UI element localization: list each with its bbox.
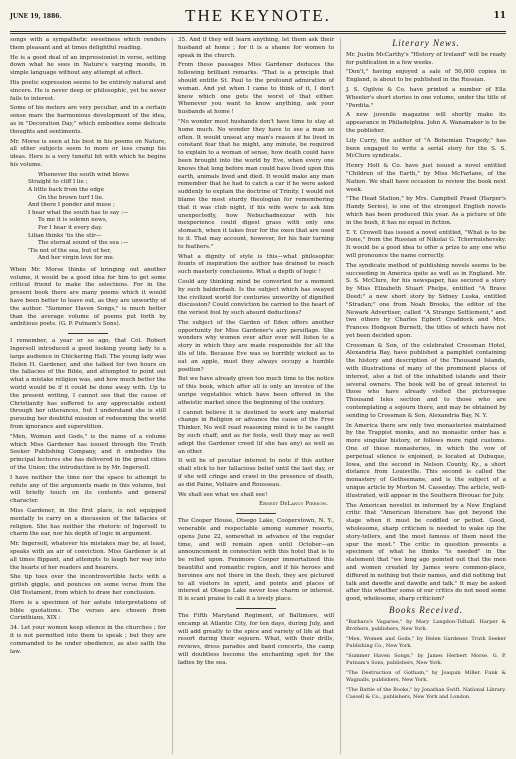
header-rule: [10, 33, 506, 34]
news-item: In America there are only two monasteries maintained by the Trappist monks, and no monastic order has a more singular history, or follows more rigid customs. One of these monasteries, in which the vow of perpetual silence is enjoined, is located at Dubuque, Iowa, and the second in Nelson County, Ky., a short distance from Louisville. This second is called the monastery of Gethsemane, and is the subject of a unique article by Morton M. Casseday. The article, well-illustrated, will appear in the Southern Bivouac for July.: [346, 422, 506, 499]
section-divider: [236, 513, 276, 514]
paragraph: We shall see what we shall see!: [178, 491, 268, 498]
book-entry: "The Battle of the Books," by Jonathan Swift. National Library. Cassell & Co., publishers, New York and London.: [346, 686, 506, 700]
paragraph: I remember, a year or so ago, that Col. Robert Ingersoll introduced a good looking young lady to a large audience in Chickering Hall. The young lady was Helen H. Gardener, and she talked for two hours on the fallacies of the Bible, and attempted to point out what a mistake religion was, and how much better the world would be if it could be done away with. Up to the present writing, I cannot see that the cause of Christianity has suffered to any appreciable extent through her utterances, but I understand she is still pursuing her doubtful mission of redeeming the world from ignorance and superstition.: [10, 338, 166, 431]
poem-line: On the brown turf I lie.: [38, 194, 104, 201]
section-divider: [68, 333, 108, 334]
paragraph: 34. Let your women keep silence in the churches ; for it is not permitted into them to speak ; but they are commanded to be under obedience, as also saith the law.: [10, 625, 166, 655]
paragraph: Mr. Ingersoll, whatever his mistakes may be, at least, speaks with an air of conviction. Miss Gardener is at all times flippant, and attempts to laugh her way into the hearts of her readers and hearers.: [10, 541, 166, 571]
books-received-heading: Books Received.: [389, 604, 463, 615]
poem-line: I hear what the south has to say :—: [28, 209, 129, 216]
news-item: Crossman & Son, of the celebrated Crossman Hotel, Alexandria Bay, have published a pamphlet containing the history and description of the Thousand Islands, with illustrations of many of the prominent places of interest, also a list of the inhabited islands and their several owners. The book will be of great interest to those who have already visited the picturesque Thousand Isles section and to those who are contemplating a sojourn there, and may be obtained by sending to Crossman & Son, Alexandria Bay, N. Y.: [346, 342, 506, 419]
news-item: A new juvenile magazine will shortly make its appearance in Philadelphia. John A. Wanamaker is to be the publisher.: [346, 112, 506, 134]
news-item: Mr. Justin McCarthy's "History of Ireland" will be ready for publication in a few weeks.: [346, 51, 506, 66]
page-number: 11: [493, 11, 506, 21]
news-item: Henry Holt & Co. have just issued a novel entitled "Children of the Earth," by Miss McFarlane, of the Nation. We shall have occasion to review the book next week.: [346, 163, 506, 193]
paragraph: I have neither the time nor the space to attempt to refute any of the arguments made in this volume, but will briefly touch on its contents and general character.: [10, 474, 166, 505]
poem-line: Lilian thinks 'tis the stir—: [28, 232, 102, 239]
news-item: The syndicate method of publishing novels seems to be succeeding in America quite as well as in England. Mr. S. S. McClure, for his newspaper, has secured a story by Miss Elizabeth Stuart Phelps, entitled "A Brave Deed;" a new short story by Sidney Luska, entitled "Stradan;" one from Noah Brooks, the editor of the Newark Advertiser, called "A Strange Settlement," and two others by Charles Egbert Craddock and Mrs. Frances Hodgson Burnett, the titles of which have not yet been decided upon.: [346, 262, 506, 339]
news-item: J. S. Ogilvie & Co. have printed a number of Ella Wheeler's short stories in one volume, under the title of "Perdita.": [346, 86, 506, 109]
paragraph: I cannot believe it is destined to work any material change in Religion or advance the cause of the Free Thinker. No well read reasoning mind is to be caught by such chaff, and as for fools, well they may as well adopt the Gardener creed (if she has any) as well as an other.: [178, 409, 334, 455]
poem-line: The eternal sound of the sea :—: [38, 240, 129, 247]
paragraph: From these passages Miss Gardener deduces the following brilliant remarks. "That is a principle that should entitle St. Paul to the profound admiration of woman. And yet when I came to think of it, I don't know which one gets the worst of that either. Whenever you want to know anything, ask your husbands at home !: [178, 62, 334, 116]
issue-date: JUNE 19, 1886.: [10, 13, 62, 20]
poem-line: To me it is solemn news,: [38, 217, 108, 224]
paragraph: songs with a sympathetic sweetness which renders them pleasant and at times delightful reading.: [10, 37, 166, 51]
news-item: T. Y. Crowell has issued a novel entitled, "What is to be Done," from the Russian of Nikolai G. Tchernuishevsky. It would be a good idea to offer a prize to any one who will pronounce the name correctly.: [346, 229, 506, 259]
poem: [28, 172, 166, 263]
paragraph: Miss Gardener, in the first place, is not equipped mentally to carry on a discussion of the fallacies of religion. She has neither the rhetoric of Ingersoll to charm the ear, nor his depth of logic in argument.: [10, 507, 166, 538]
column-1: [10, 37, 166, 658]
column-2: [178, 37, 334, 670]
paragraph: What a dignity of style is this—what philosophic founts of inspiration the author has drained to reach such masterly conclusions. What a depth of logic !: [178, 253, 334, 276]
book-entry: "Barbara's Vagaries," by Mary Langdon-Tidball. Harper & Brothers, publishers, New York.: [346, 618, 506, 632]
paragraph: "No wonder most husbands don't have time to stay at home much. No wonder they have to see a man so often. It would unseat any man's reason if he lived in constant fear that he might, any minute, be required to explain to a woman of sense, how death could have been brought into the world by Eve, when every one knows that long before man could have lived upon this earth, animals lived and died. It would make any man remember that he had to catch a car if he were asked suddenly to explain the doctrine of Trinity. I would not blame the most sturdy theologian for remembering that it was club night, if his wife were to ask him unexpectedly, how Nebuchadnezzar with his inexperience could digest grass with only one stomach, when it takes four for the oxen that are used to it. That may account, however, for his hair turning to feathers.": [178, 118, 334, 250]
paragraph: It will be of peculiar interest to note if this author shall stick to her fallacious belief until the last day, or if she will cringe and crawl in the presence of death, as did Paine, Voltaire and Rousseau.: [178, 458, 334, 488]
paragraph: His poetic expression seems to be entirely natural and sincere. He is never deep or philosophic, yet he never fails to interest.: [10, 79, 166, 102]
paragraph: Here is a specimen of her astute interpretations of bible quotations. The verses are chosen from Corinthians, XIX :: [10, 599, 166, 622]
paragraph: Could any thinking mind be converted for a moment by such balderdash. Is the subject which has swayed the civilized world for centuries unworthy of dignified discussion? Could conviction be carried to the heart of the veriest fool by such absurd deductions?: [178, 278, 334, 317]
poem-line: Whenever the south wind blows: [38, 171, 129, 178]
masthead-title: THE KEYNOTE.: [185, 6, 331, 25]
news-item: "Don't," having enjoyed a sale of 50,000 copies in England, is about to be published in the Russian.: [346, 69, 506, 84]
page-header: [10, 5, 506, 32]
poem-line: 'Tis not of the sea, but of her,: [28, 247, 112, 254]
paragraph: But we have already given too much time to the notice of this book, which after all is only an invoice of the unripe vegetables which have been offered in the atheistic market since the beginning of the century.: [178, 376, 334, 406]
poem-line: And there I ponder and muse ;: [28, 202, 115, 209]
poem-line: For I hear it every day.: [38, 224, 103, 231]
column-divider: [340, 38, 341, 754]
paragraph: Some of his meters are very peculiar, and in a certain sense mars the harmonious development of the idea, as in "Decoration Day," which embodies some delicate thoughts and sentiments.: [10, 105, 166, 135]
author-signature: Ernest DeLancy Pierson.: [258, 501, 328, 508]
column-3: [346, 37, 506, 704]
poem-line: And her virgin love for me.: [38, 255, 115, 262]
book-entry: "Summer Haven Songs," by James Herbert Morse. G. P. Putnam's Sons, publishers, New York.: [346, 652, 506, 666]
paragraph: When Mr. Morse thinks of bringing out another volume, it would be a good idea for him to get some critical friend to make the selections. For in the present book there are many poems which it would have been better to leave out, as they are unworthy of the author. "Summer Haven Songs," is much better than the average volume of poems put forth by ambitious poets. (G. P. Putnam's Sons).: [10, 266, 166, 328]
paragraph: "Men, Women and Gods," is the name of a volume which Miss Gardener has issued through the Truth Seeker Publishing Company, and it embodies the principal lectures she has delivered in the great cities of the Union; the introduction is by Mr. Ingersoll.: [10, 433, 166, 471]
paragraph: The Fifth Maryland Regiment, of Baltimore, will encamp at Atlantic City, for ten days, during July, and will add greatly to the spice and variety of life at that resort during their sojourn. What, with their drills, reviews, dress parades and band concerts, the camp will doubtless become the enchanting spot for the ladies by the sea.: [178, 612, 334, 666]
paragraph: Mr. Morse is seen at his best in his poems on Nature, all other subjects seem to more or less cramp his ideas. Here is a very tuneful bit with which he begins his volume.: [10, 138, 166, 168]
column-divider: [172, 38, 173, 754]
paragraph: The Cooper House, Otsego Lake, Cooperstown, N. Y., venerable and respectable among summer resorts, opens June 22, somewhat in advance of the regular time, and will remain open until October—an announcement in connection with this hotel that is to be relied upon. Fenimore Cooper immortalized this beautiful and romantic region, and if his heroes and heroines are not there in the flesh, they are pictured to all visitors in spirit, and points and places of interest at Otsego Lake never lose charm or interest. It is scant praise to call it a lovely place.: [178, 518, 334, 603]
news-item: Lily Curry, the author of "A Bohemian Tragedy," has been engaged to write a serial story for the S. S. McClure syndicate.: [346, 137, 506, 160]
paragraph: The subject of the Garden of Eden offers another opportunity for Miss Gardener's airy persiflage. She wonders why women ever after ever will listen to a story in which they are made responsible for all the ills of life. Because Eve was so horribly wicked as to eat an apple, must they always occupy a humble position?: [178, 319, 334, 373]
news-item: "The Head Station," by Mrs. Campbell Praed (Harper's Handy Series), is one of the strongest English novels which has been produced this year. As a picture of life in the bush, it has no equal in fiction.: [346, 196, 506, 226]
book-entry: "The Destruction of Gotham," by Joaquin Miller. Funk & Wagnalls, publishers, New York.: [346, 669, 506, 683]
literary-news-heading: Literary News.: [392, 38, 460, 48]
poem-line: A little back from the edge: [28, 186, 104, 193]
book-entry: "Men, Women and Gods," by Helen Gardener. Truth Seeker Publishing Co., New York.: [346, 635, 506, 649]
paragraph: He is a good deal of an impressionist in verse, setting down what he sees in Nature's varying moods, in simple language without any attempt at effect.: [10, 54, 166, 77]
paragraph: 35. And if they will learn anything, let them ask their husband at home ; for it is a shame for women to speak in the church.: [178, 37, 334, 59]
books-list: [346, 619, 506, 701]
section-divider: [236, 608, 276, 609]
paragraph: She tip toes over the incontrovertible facts with a girlish giggle, and pounces on some verse from the Old Testament, from which to draw her conclusion.: [10, 574, 166, 596]
news-item: The American novelist in informed by a New England critic that "American literature has got beyond the stage when it must be coddled or petted. Good, wholesome, sharp criticism is needed to wake up the story-tellers, and the most famous of them need the spur the most." The critic in question presents a specimen of what he thinks "is needed" in the statement that "we long ago pointed out that the men and women created by James were common-place, differed in nothing but their names, and did nothing but talk and dawdle and dawdle and talk." It may be asked after this whether some of our critics do not need some good, wholesome, sharp criticism?: [346, 502, 506, 603]
poem-line: Straight to cliff I lie ;: [28, 179, 88, 186]
